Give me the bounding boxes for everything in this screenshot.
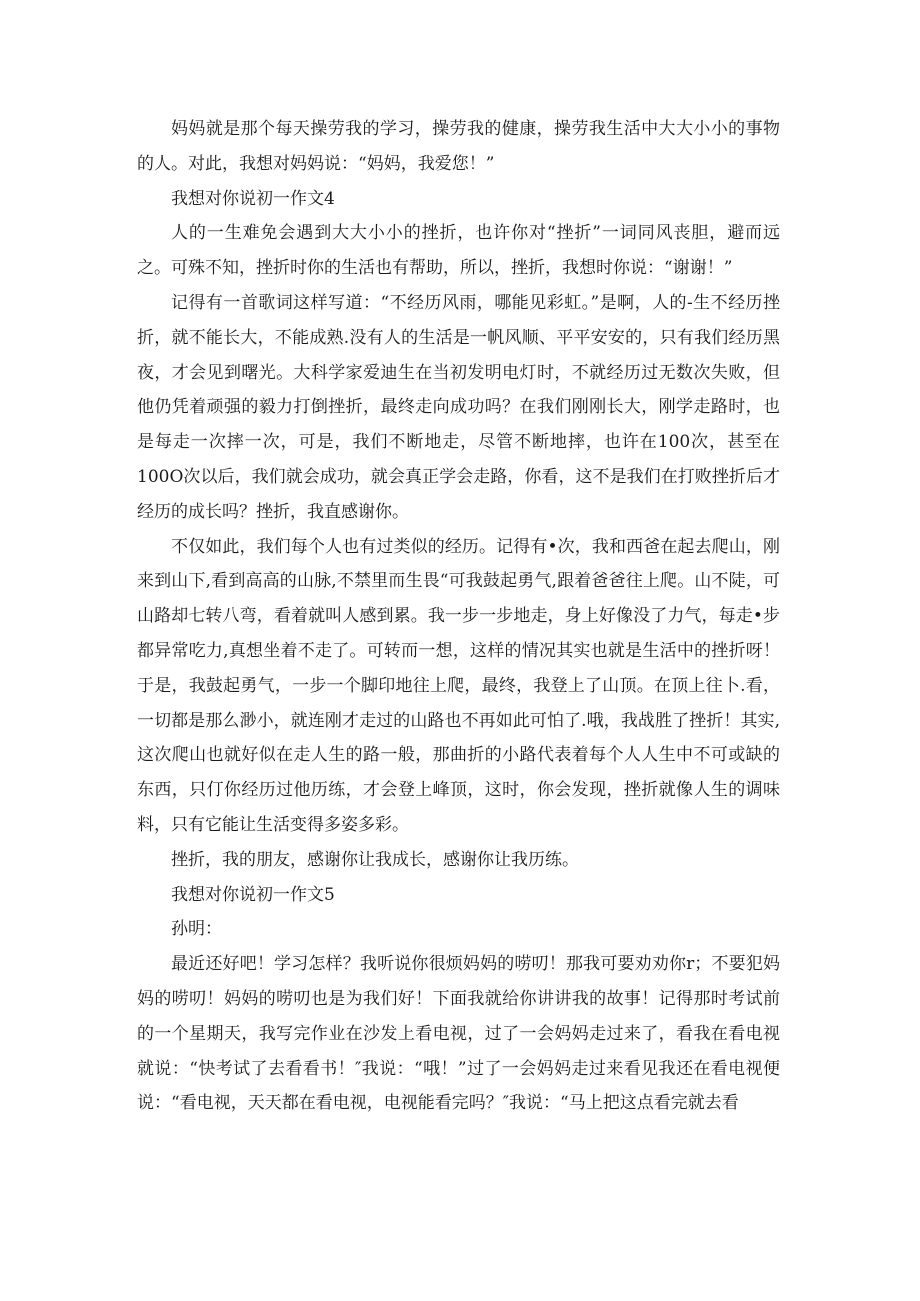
essay-title-4: 我想对你说初一作文4 — [171, 188, 335, 209]
essay-title-5: 我想对你说初一作文5 — [171, 884, 335, 905]
paragraph-mother-love: 妈妈就是那个每天操劳我的学习，操劳我的健康，操劳我生活中大大小小的事物的人。对此，我想对妈妈说：“妈妈，我爱您！” — [137, 119, 780, 174]
paragraph-mother-nagging: 最近还好吧！学习怎样？我听说你很烦妈妈的唠叨！那我可要劝劝你r；不要犯妈妈的唠叨！妈妈的唠叨也是为我们好！下面我就给你讲讲我的故事！记得那时考试前的一个星期天，我写完作业在沙发上看电视，过了一会妈妈走过来了，看我在看电视就说：“快考试了去看看书！″我说：“哦！”过了一会妈妈走过来看见我还在看电视便说：“看电视，天天都在看电视，电视能看完吗？″我说：“马上把这点看完就去看 — [137, 954, 780, 1114]
paragraph-setback-thanks: 挫折，我的朋友，感谢你让我成长，感谢你让我历练。 — [171, 849, 579, 870]
document-page — [137, 112, 780, 1121]
letter-salutation: 孙明： — [171, 919, 222, 940]
paragraph-setback-intro: 人的一生难免会遇到大大小小的挫折，也许你对“挫折”一词同风丧胆，避而远之。可殊不知，挫折时你的生活也有帮助，所以，挫折，我想时你说：“谢谢！” — [137, 223, 780, 279]
paragraph-mountain-climb: 不仅如此，我们每个人也有过类似的经历。记得有•次，我和西爸在起去爬山，刚来到山下,看到高高的山脉,不禁里而生畏“可我鼓起勇气,跟着爸爸往上爬。山不陡，可山路却七转八弯，看着就叫人感到累。我一步一步地走，身上好像没了力气，每走•步都异常吃力,真想坐着不走了。可转而一想，这样的情况其实也就是生活中的挫折呀！于是，我鼓起勇气，一步一个脚印地往上爬，最终，我登上了山顶。在顶上往卜.看，一切都是那么渺小，就连刚才走过的山路也不再如此可怕了.哦，我战胜了挫折！其实,这次爬山也就好似在走人生的路一般，那曲折的小路代表着每个人人生中不可或缺的东西，只仃你经历过他历练，才会登上峰顶，这时，你会发现，挫折就像人生的调味料，只有它能让生活变得多姿多彩。 — [137, 536, 780, 835]
paragraph-setback-lyrics: 记得有一首歌词这样写道：“不经历风雨，哪能见彩虹。”是啊，人的-生不经历挫折，就不能长大，不能成熟.没有人的生活是一帆风顺、平平安安的，只有我们经历黑夜，才会见到曙光。大科学家爱迪生在当初发明电灯时，不就经历过无数次失败，但他仍凭着顽强的毅力打倒挫折，最终走向成功吗？在我们刚刚长大，刚学走路时，也是每走一次摔一次，可是，我们不断地走，尽管不断地摔，也许在100次，甚至在100O次以后，我们就会成功，就会真正学会走路，你看，这不是我们在打败挫折后才经历的成长吗？挫折，我直感谢你。 — [137, 292, 780, 522]
